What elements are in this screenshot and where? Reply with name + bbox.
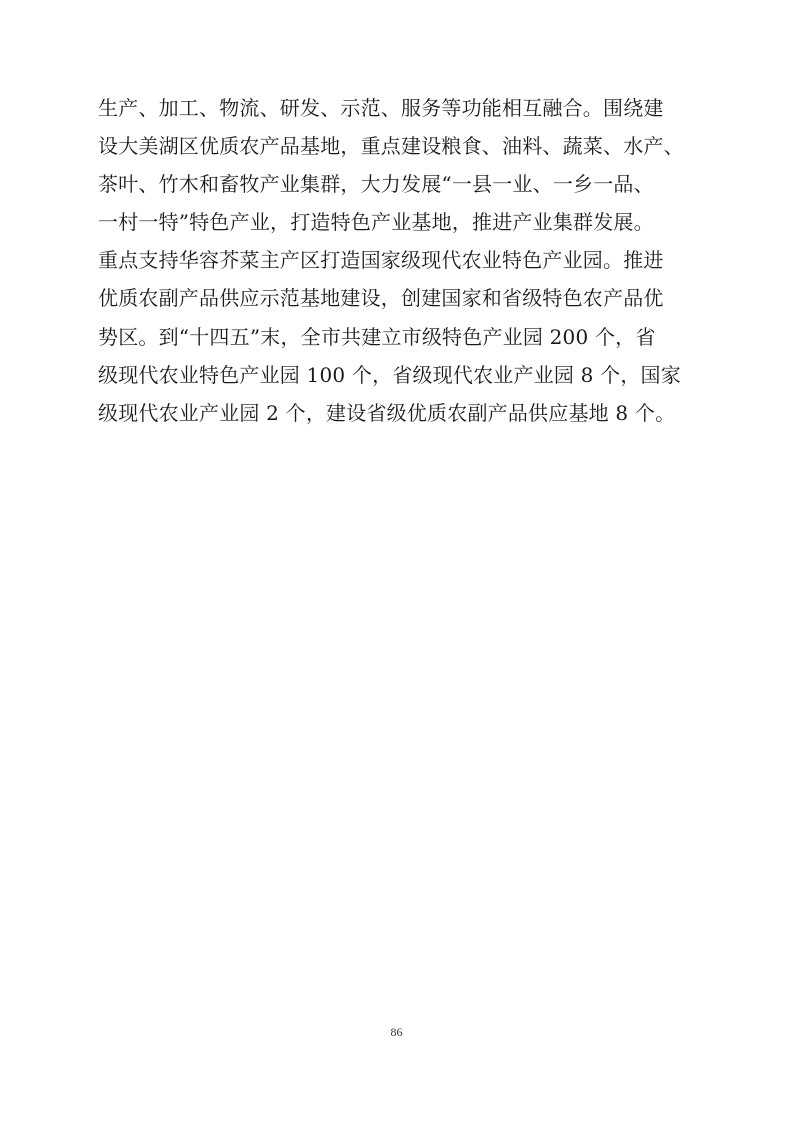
text-line: 设大美湖区优质农产品基地，重点建设粮食、油料、蔬菜、水产、 — [98, 134, 684, 159]
text-line: 重点支持华容芥菜主产区打造国家级现代农业特色产业园。推进 — [98, 248, 664, 273]
body-paragraph — [98, 98, 698, 441]
text-line: 生产、加工、物流、研发、示范、服务等功能相互融合。围绕建 — [98, 96, 664, 120]
text-line: 级现代农业产业园 2 个，建设省级优质农副产品供应基地 8 个。 — [98, 400, 676, 425]
text-line: 级现代农业特色产业园 100 个，省级现代农业产业园 8 个，国家 — [98, 362, 681, 387]
text-line: 势区。到“十四五”末，全市共建立市级特色产业园 200 个，省 — [98, 324, 656, 349]
text-line: 优质农副产品供应示范基地建设，创建国家和省级特色农产品优 — [98, 286, 664, 311]
text-line: 茶叶、竹木和畜牧产业集群，大力发展“一县一业、一乡一品、 — [98, 172, 654, 197]
page-number: 86 — [390, 1025, 403, 1039]
text-line: 一村一特”特色产业，打造特色产业基地，推进产业集群发展。 — [98, 210, 654, 235]
